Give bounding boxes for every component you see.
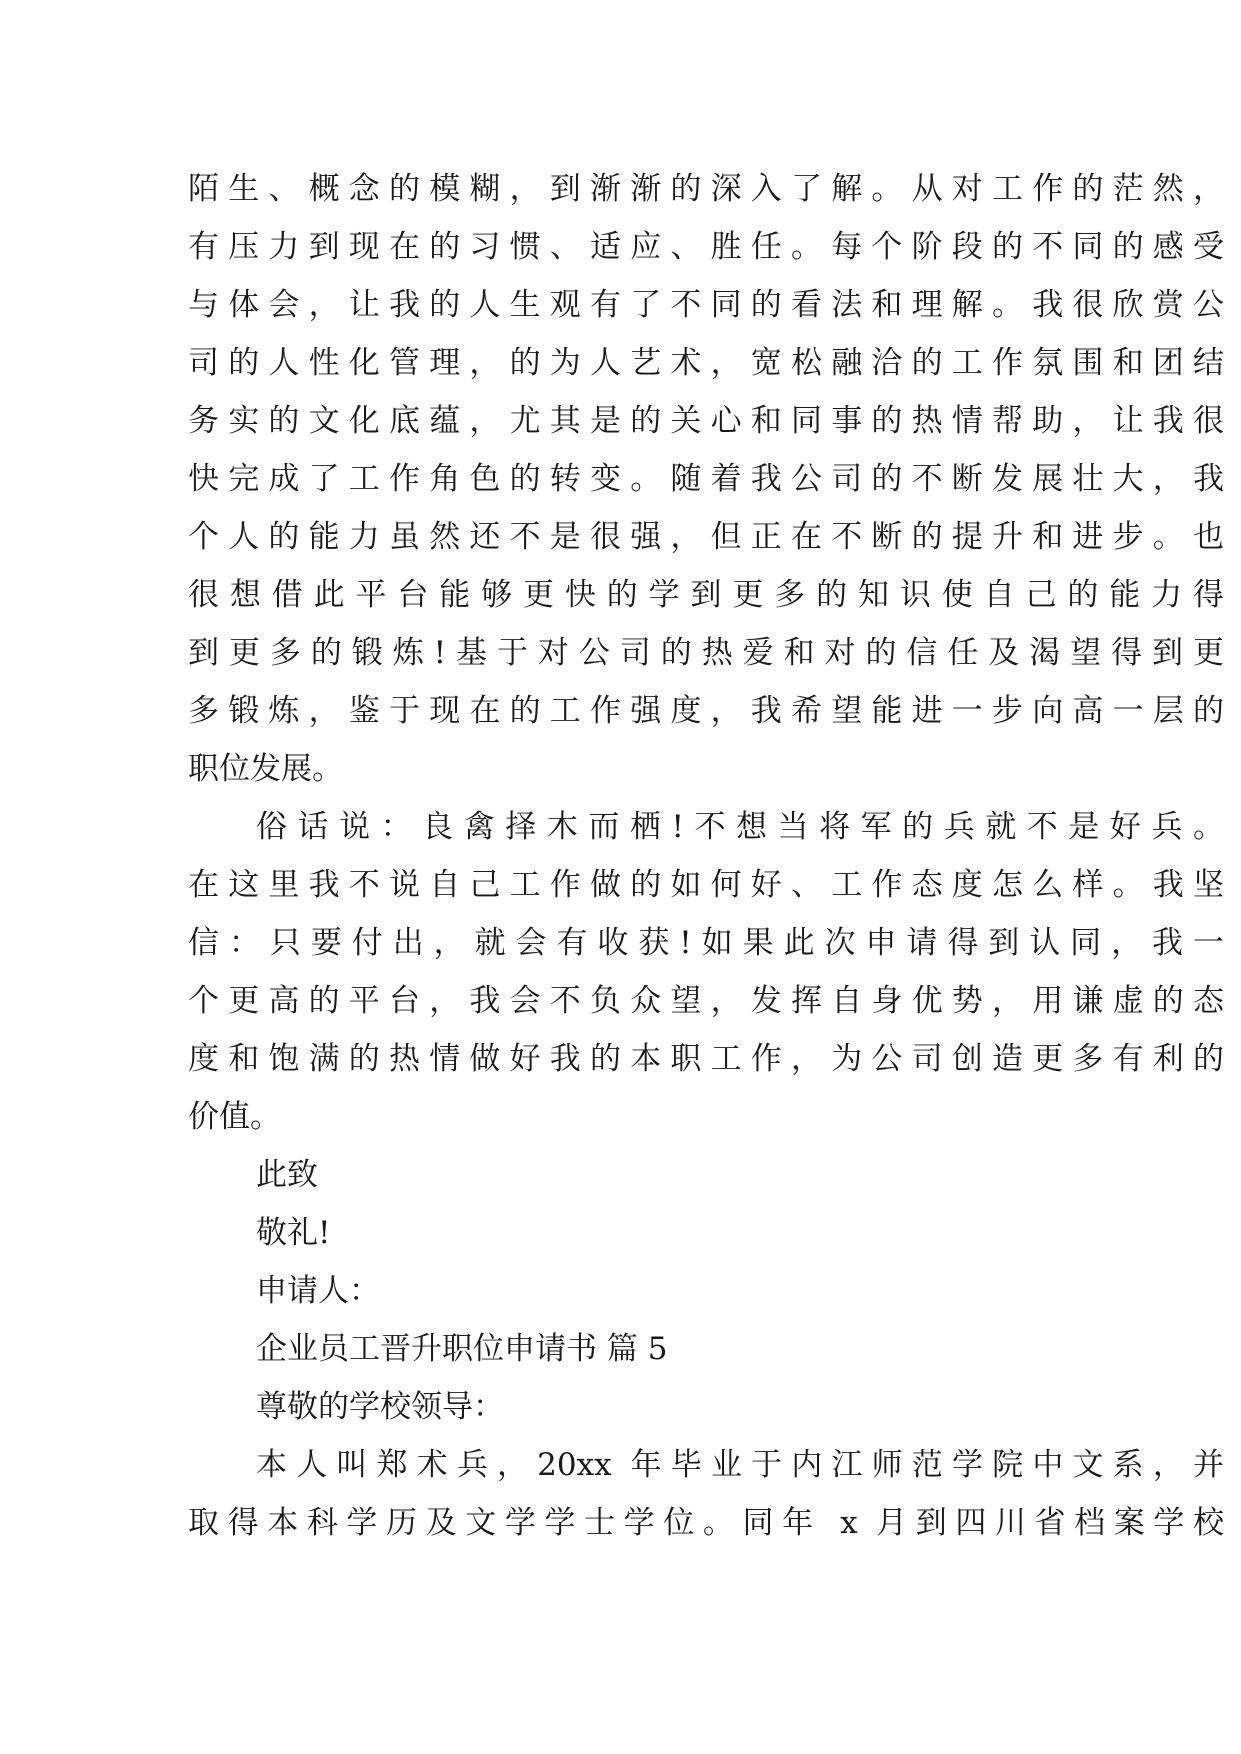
paragraph-line: 价值。: [188, 1099, 281, 1135]
closing-regards: 敬礼!: [256, 1215, 331, 1251]
paragraph-line: 俗话说：良禽择木而栖!不想当将军的兵就不是好兵。: [256, 809, 1224, 845]
paragraph-line: 个人的能力虽然还不是很强，但正在不断的提升和进步。也: [188, 519, 1224, 555]
greeting: 尊敬的学校领导：: [256, 1389, 504, 1425]
paragraph-line: 与体会，让我的人生观有了不同的看法和理解。我很欣赏公: [188, 287, 1224, 323]
paragraph-line: 信：只要付出，就会有收获!如果此次申请得到认同，我一: [188, 925, 1224, 961]
paragraph-line: 到更多的锻炼!基于对公司的热爱和对的信任及渴望得到更: [188, 635, 1224, 671]
paragraph-line: 很想借此平台能够更快的学到更多的知识使自己的能力得: [188, 577, 1224, 613]
paragraph-line: 务实的文化底蕴，尤其是的关心和同事的热情帮助，让我很: [188, 403, 1224, 439]
paragraph-line: 多锻炼，鉴于现在的工作强度，我希望能进一步向高一层的: [188, 693, 1224, 729]
paragraph-line: 度和饱满的热情做好我的本职工作，为公司创造更多有利的: [188, 1041, 1224, 1077]
paragraph-line: 职位发展。: [188, 751, 343, 787]
section-title: 企业员工晋升职位申请书 篇 5: [256, 1331, 668, 1367]
paragraph-line: 有压力到现在的习惯、适应、胜任。每个阶段的不同的感受: [188, 229, 1224, 265]
paragraph-line: 本人叫郑术兵，20xx 年毕业于内江师范学院中文系，并: [256, 1447, 1224, 1483]
closing-salutation: 此致: [256, 1157, 318, 1193]
paragraph-line: 陌生、概念的模糊，到渐渐的深入了解。从对工作的茫然，: [188, 171, 1224, 207]
paragraph-line: 取得本科学历及文学学士学位。同年 x 月到四川省档案学校: [188, 1505, 1224, 1541]
paragraph-line: 司的人性化管理，的为人艺术，宽松融洽的工作氛围和团结: [188, 345, 1224, 381]
paragraph-line: 在这里我不说自己工作做的如何好、工作态度怎么样。我坚: [188, 867, 1224, 903]
applicant-label: 申请人：: [256, 1273, 380, 1309]
paragraph-line: 个更高的平台，我会不负众望，发挥自身优势，用谦虚的态: [188, 983, 1224, 1019]
paragraph-line: 快完成了工作角色的转变。随着我公司的不断发展壮大，我: [188, 461, 1224, 497]
